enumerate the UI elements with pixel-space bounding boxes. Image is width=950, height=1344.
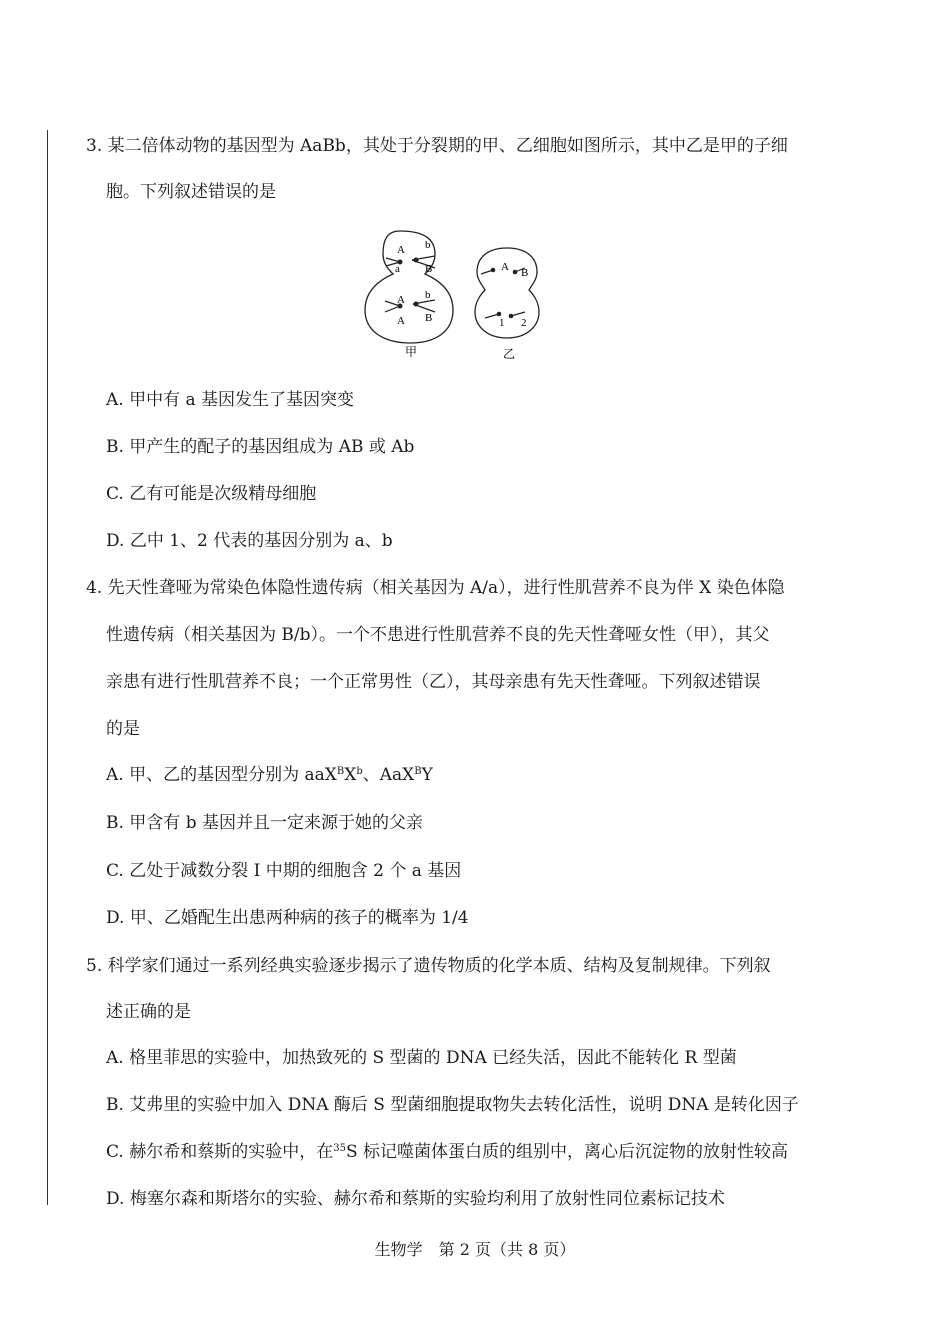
q4-stem-line2: 性遗传病（相关基因为 B/b）。一个不患进行性肌营养不良的先天性聋哑女性（甲），其父 — [106, 625, 770, 645]
q3-option-a: A. 甲中有 a 基因发生了基因突变 — [106, 390, 355, 410]
q4-option-a: A. 甲、乙的基因型分别为 $aaX^BX^b$、AaX$^B$Y — [106, 765, 433, 785]
q4-option-d: D. 甲、乙婚配生出患两种病的孩子的概率为 1/4 — [106, 908, 469, 928]
cell-jia-outline — [365, 231, 453, 343]
q4-stem-line1: 4. 先天性聋哑为常染色体隐性遗传病（相关基因为 A/a），进行性肌营养不良为伴 X 染色体隐 — [86, 578, 785, 598]
label-b-bot: b — [425, 289, 431, 301]
q3-stem-line2: 胞。下列叙述错误的是 — [106, 182, 276, 202]
q3-option-d: D. 乙中 1、2 代表的基因分别为 a、b — [106, 531, 393, 551]
q5-stem-line2: 述正确的是 — [106, 1002, 191, 1022]
caption-yi: 乙 — [503, 347, 516, 361]
label-B-top: B — [425, 263, 433, 275]
label-b-top: b — [425, 239, 431, 251]
q5-option-b: B. 艾弗里的实验中加入 DNA 酶后 S 型菌细胞提取物失去转化活性，说明 DNA 是转化因子 — [106, 1095, 799, 1115]
label-B-yi: B — [521, 267, 529, 279]
q3-stem-line1: 3. 某二倍体动物的基因型为 AaBb，其处于分裂期的甲、乙细胞如图所示，其中乙是甲的子细 — [86, 136, 788, 156]
q4-option-c: C. 乙处于减数分裂 Ⅰ 中期的细胞含 2 个 a 基因 — [106, 861, 462, 881]
q3-option-b: B. 甲产生的配子的基因组成为 AB 或 Ab — [106, 437, 415, 457]
label-A-top: A — [397, 244, 405, 256]
label-a-top: a — [395, 263, 400, 275]
q5-option-d: D. 梅塞尔森和斯塔尔的实验、赫尔希和蔡斯的实验均利用了放射性同位素标记技术 — [106, 1189, 725, 1209]
label-B-bot: B — [425, 312, 433, 324]
q5-stem-line1: 5. 科学家们通过一系列经典实验逐步揭示了遗传物质的化学本质、结构及复制规律。下列叙 — [86, 956, 771, 976]
q4-stem-line3: 亲患有进行性肌营养不良；一个正常男性（乙），其母亲患有先天性聋哑。下列叙述错误 — [106, 672, 761, 692]
cell-division-figure — [355, 228, 555, 368]
label-A-yi: A — [501, 261, 509, 273]
label-A-bot2: A — [397, 315, 405, 327]
q4-option-b: B. 甲含有 b 基因并且一定来源于她的父亲 — [106, 813, 423, 833]
margin-line — [47, 130, 48, 1205]
q5-option-c: C. 赫尔希和蔡斯的实验中，在$^{35}$S 标记噬菌体蛋白质的组别中，离心后沉淀物的放射性较高 — [106, 1142, 789, 1162]
label-A-bot1: A — [397, 294, 405, 306]
q4-stem-line4: 的是 — [106, 719, 140, 739]
page-footer: 生物学 第 2 页（共 8 页） — [374, 1240, 576, 1259]
caption-jia: 甲 — [405, 345, 418, 359]
q3-option-c: C. 乙有可能是次级精母细胞 — [106, 484, 317, 504]
label-1-yi: 1 — [499, 317, 505, 329]
q5-option-a: A. 格里菲思的实验中，加热致死的 S 型菌的 DNA 已经失活，因此不能转化 R 型菌 — [106, 1048, 737, 1068]
label-2-yi: 2 — [521, 317, 527, 329]
